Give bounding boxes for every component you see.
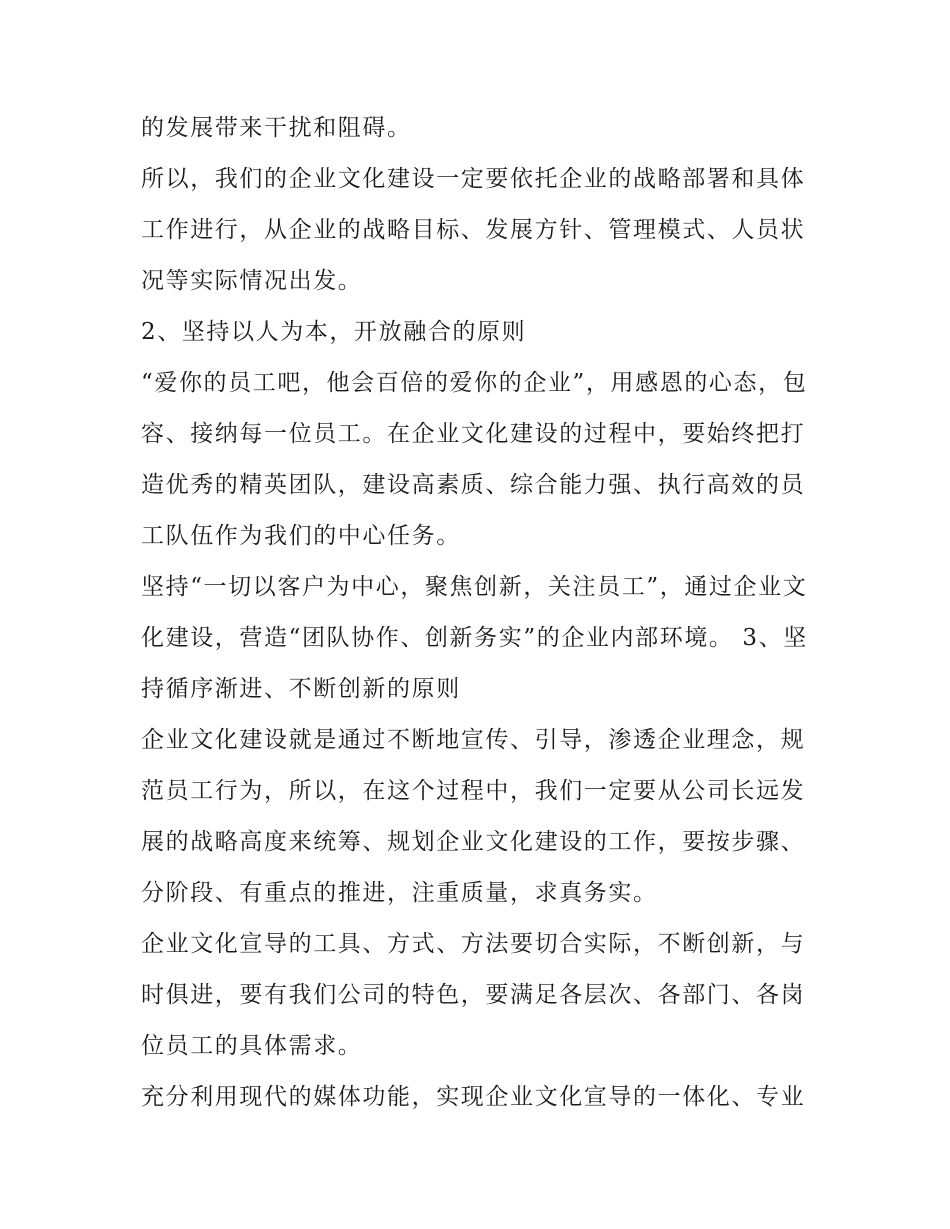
text-line: 位员工的具体需求。 bbox=[141, 1033, 363, 1059]
text-line: 况等实际情况出发。 bbox=[141, 268, 363, 294]
text-line: 分阶段、有重点的推进，注重质量，求真务实。 bbox=[141, 880, 658, 906]
text-line: “爱你的员工吧，他会百倍的爱你的企业”，用感恩的心态，包 bbox=[141, 370, 808, 396]
text-line: 持循序渐进、不断创新的原则 bbox=[141, 676, 461, 702]
text-line: 企业文化宣导的工具、方式、方法要切合实际，不断创新，与 bbox=[141, 931, 806, 957]
text-line: 所以，我们的企业文化建设一定要依托企业的战略部署和具体 bbox=[141, 166, 806, 192]
text-line: 容、接纳每一位员工。在企业文化建设的过程中，要始终把打 bbox=[141, 421, 806, 447]
text-line: 充分利用现代的媒体功能，实现企业文化宣导的一体化、专业 bbox=[141, 1084, 806, 1110]
text-line: 范员工行为，所以，在这个过程中，我们一定要从公司长远发 bbox=[141, 778, 806, 804]
text-line: 时俱进，要有我们公司的特色，要满足各层次、各部门、各岗 bbox=[141, 982, 806, 1008]
text-line: 展的战略高度来统筹、规划企业文化建设的工作，要按步骤、 bbox=[141, 829, 806, 855]
document-body bbox=[141, 103, 821, 1123]
section-heading: 2、坚持以人为本，开放融合的原则 bbox=[141, 319, 527, 345]
text-line: 造优秀的精英团队，建设高素质、综合能力强、执行高效的员 bbox=[141, 472, 806, 498]
text-line: 坚持“一切以客户为中心，聚焦创新，关注员工”，通过企业文 bbox=[141, 574, 808, 600]
text-line: 企业文化建设就是通过不断地宣传、引导，渗透企业理念，规 bbox=[141, 727, 806, 753]
text-line: 工作进行，从企业的战略目标、发展方针、管理模式、人员状 bbox=[141, 217, 806, 243]
text-line: 的发展带来干扰和阻碍。 bbox=[141, 115, 412, 141]
text-line: 工队伍作为我们的中心任务。 bbox=[141, 523, 461, 549]
text-line: 化建设，营造“团队协作、创新务实”的企业内部环境。 3、坚 bbox=[141, 625, 808, 651]
